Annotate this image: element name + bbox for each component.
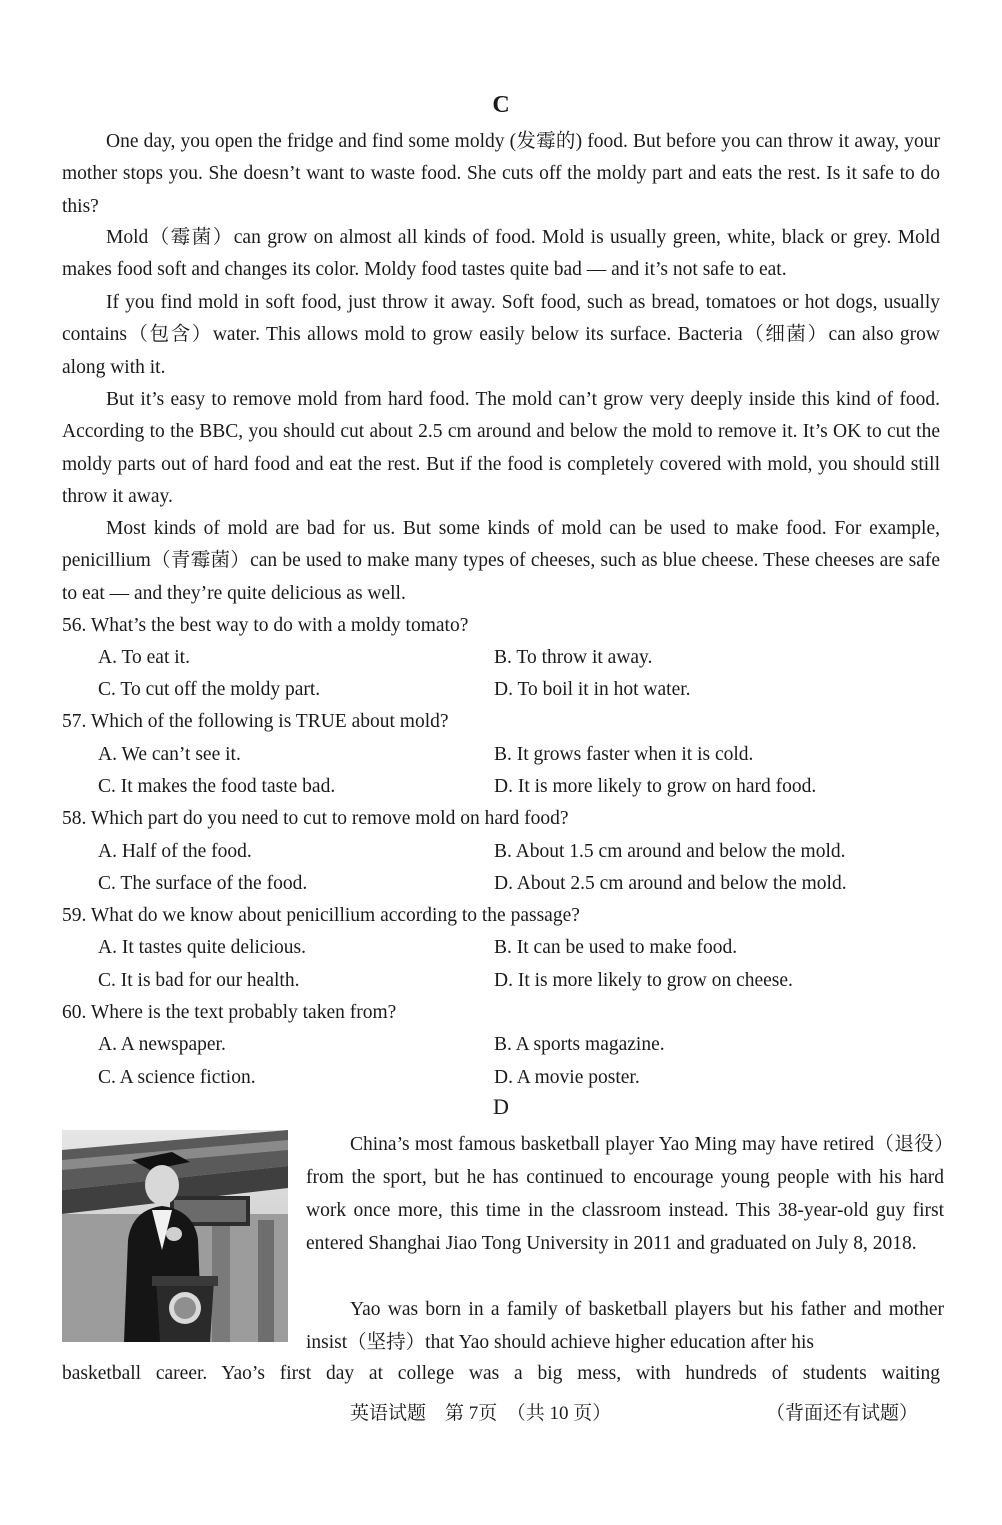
- section-d-paragraph-2-continued: basketball career. Yao’s first day at college was a big mess, with hundreds of students waiting: [62, 1363, 940, 1384]
- question-59-option-d: D. It is more likely to grow on cheese.: [494, 970, 793, 991]
- question-57-stem: 57. Which of the following is TRUE about mold?: [62, 711, 449, 732]
- section-d-paragraph-2-wrapped: Yao was born in a family of basketball players but his father and mother insist（坚持）that Yao should achieve higher education after his: [306, 1299, 944, 1353]
- question-56-stem: 56. What’s the best way to do with a moldy tomato?: [62, 615, 469, 636]
- section-c-paragraph-2: Mold（霉菌）can grow on almost all kinds of food. Mold is usually green, white, black or grey. Mold makes food soft and changes its color. Moldy food tastes quite bad — and it’s not safe to eat.: [62, 227, 940, 281]
- section-c-paragraph-4: But it’s easy to remove mold from hard food. The mold can’t grow very deeply inside this kind of food. According to the BBC, you should cut about 2.5 cm around and below the mold to remove it. It’s OK to cut the moldy parts out of hard food and eat the rest. But if the food is completely covered with mold, you should still throw it away.: [62, 389, 940, 507]
- question-60-option-d: D. A movie poster.: [494, 1067, 640, 1088]
- section-c-paragraph-5: Most kinds of mold are bad for us. But some kinds of mold can be used to make food. For example, penicillium（青霉菌）can be used to make many types of cheeses, such as blue cheese. These cheeses are safe to eat — and they’re quite delicious as well.: [62, 518, 940, 604]
- page-footer-page-number: 英语试题 第 7页 （共 10 页）: [350, 1403, 612, 1424]
- section-c-title: C: [492, 92, 510, 118]
- section-d-title: D: [493, 1094, 509, 1119]
- question-57-option-a: A. We can’t see it.: [98, 744, 241, 765]
- question-60-option-c: C. A science fiction.: [98, 1067, 256, 1088]
- section-d-paragraph-1: China’s most famous basketball player Yao Ming may have retired（退役）from the sport, but he has continued to encourage young people with his hard work once more, this time in the classroom instead. This 38-year-old guy first entered Shanghai Jiao Tong University in 2011 and graduated on July 8, 2018.: [306, 1134, 944, 1254]
- question-57-option-b: B. It grows faster when it is cold.: [494, 744, 754, 765]
- question-56-option-d: D. To boil it in hot water.: [494, 679, 691, 700]
- question-58-option-a: A. Half of the food.: [98, 841, 252, 862]
- question-59-stem: 59. What do we know about penicillium according to the passage?: [62, 905, 580, 926]
- question-59-option-c: C. It is bad for our health.: [98, 970, 300, 991]
- page-footer-continued-note: （背面还有试题）: [766, 1403, 919, 1424]
- section-c-paragraph-1: One day, you open the fridge and find some moldy (发霉的) food. But before you can throw it away, your mother stops you. She doesn’t want to waste food. She cuts off the moldy part and eats the rest. Is it safe to do this?: [62, 131, 940, 217]
- question-57-option-d: D. It is more likely to grow on hard food.: [494, 776, 817, 797]
- question-58-option-b: B. About 1.5 cm around and below the mold.: [494, 841, 846, 862]
- question-58-option-d: D. About 2.5 cm around and below the mold.: [494, 873, 847, 894]
- question-56-option-a: A. To eat it.: [98, 647, 190, 668]
- question-57-option-c: C. It makes the food taste bad.: [98, 776, 336, 797]
- question-60-option-a: A. A newspaper.: [98, 1034, 226, 1055]
- question-60-stem: 60. Where is the text probably taken from?: [62, 1002, 397, 1023]
- graduate-at-podium-photo: [62, 1130, 288, 1342]
- question-58-stem: 58. Which part do you need to cut to remove mold on hard food?: [62, 808, 569, 829]
- section-c-paragraph-3: If you find mold in soft food, just throw it away. Soft food, such as bread, tomatoes or hot dogs, usually contains（包含）water. This allows mold to grow easily below its surface. Bacteria（细菌）can also grow along with it.: [62, 292, 940, 378]
- question-59-option-a: A. It tastes quite delicious.: [98, 937, 306, 958]
- question-60-option-b: B. A sports magazine.: [494, 1034, 665, 1055]
- question-56-option-b: B. To throw it away.: [494, 647, 653, 668]
- question-58-option-c: C. The surface of the food.: [98, 873, 308, 894]
- question-59-option-b: B. It can be used to make food.: [494, 937, 738, 958]
- question-56-option-c: C. To cut off the moldy part.: [98, 679, 321, 700]
